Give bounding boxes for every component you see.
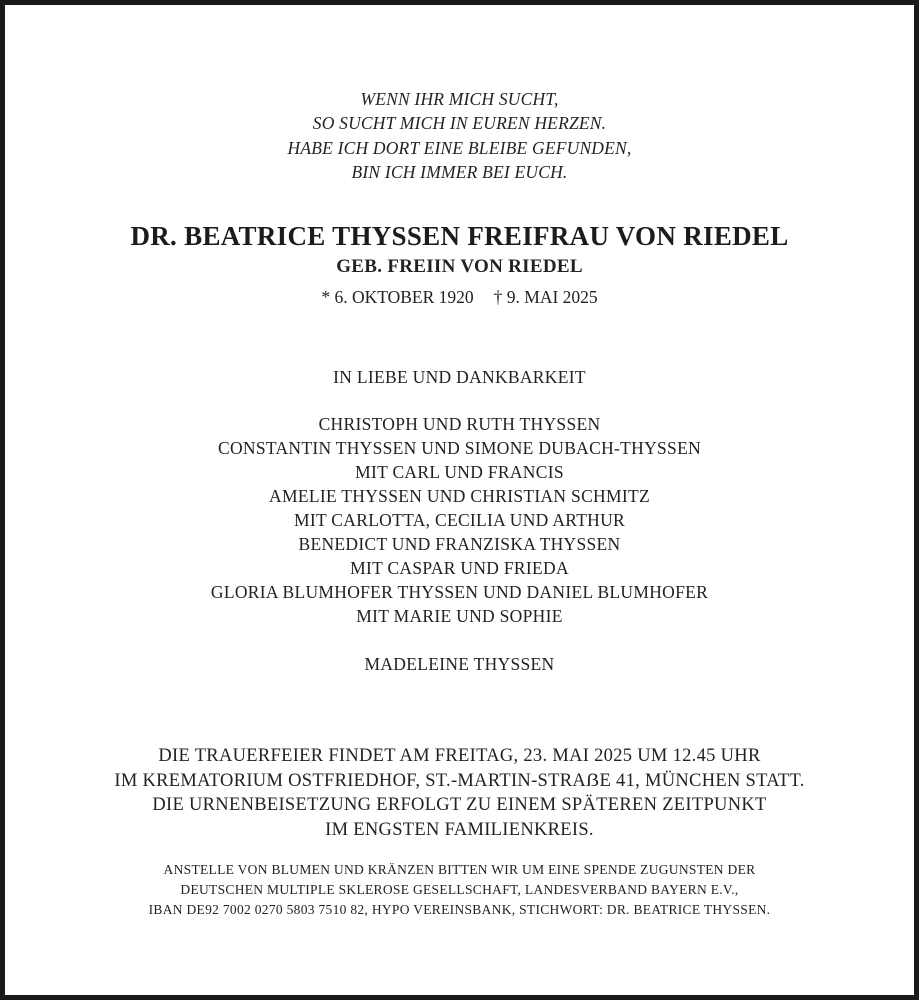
funeral-line: IM KREMATORIUM OSTFRIEDHOF, ST.-MARTIN-STRAẞE 41, MÜNCHEN STATT.: [114, 771, 805, 791]
life-dates: [5, 287, 914, 308]
family-line: AMELIE THYSSEN UND CHRISTIAN SCHMITZ: [269, 486, 650, 506]
funeral-line: DIE TRAUERFEIER FINDET AM FREITAG, 23. MAI 2025 UM 12.45 UHR: [158, 746, 761, 766]
birth-name: GEB. FREIIN VON RIEDEL: [336, 256, 583, 277]
family-line: CHRISTOPH UND RUTH THYSSEN: [318, 414, 601, 434]
donation-line: IBAN DE92 7002 0270 5803 7510 82, HYPO VEREINSBANK, STICHWORT: DR. BEATRICE THYSSEN.: [148, 902, 771, 917]
poem-line: WENN IHR MICH SUCHT,: [360, 89, 559, 109]
death-date: † 9. MAI 2025: [493, 287, 598, 307]
deceased-name: DR. BEATRICE THYSSEN FREIFRAU VON RIEDEL: [130, 221, 789, 251]
family-line: MIT CARL UND FRANCIS: [355, 462, 564, 482]
family-line: MIT CARLOTTA, CECILIA UND ARTHUR: [293, 510, 626, 530]
additional-mourner: MADELEINE THYSSEN: [364, 654, 555, 674]
family-line: GLORIA BLUMHOFER THYSSEN UND DANIEL BLUMHOFER: [210, 582, 709, 602]
family-line: BENEDICT UND FRANZISKA THYSSEN: [298, 534, 621, 554]
family-line: CONSTANTIN THYSSEN UND SIMONE DUBACH-THYSSEN: [217, 438, 702, 458]
poem-line: BIN ICH IMMER BEI EUCH.: [351, 162, 568, 182]
poem-line: HABE ICH DORT EINE BLEIBE GEFUNDEN,: [287, 138, 632, 158]
family-line: MIT MARIE UND SOPHIE: [356, 606, 563, 626]
poem-line: SO SUCHT MICH IN EUREN HERZEN.: [312, 113, 607, 133]
family-line: MIT CASPAR UND FRIEDA: [350, 558, 569, 578]
funeral-line: IM ENGSTEN FAMILIENKREIS.: [325, 820, 594, 840]
funeral-line: DIE URNENBEISETZUNG ERFOLGT ZU EINEM SPÄTEREN ZEITPUNKT: [152, 795, 767, 815]
mourners-intro: IN LIEBE UND DANKBARKEIT: [333, 367, 586, 387]
donation-line: ANSTELLE VON BLUMEN UND KRÄNZEN BITTEN WIR UM EINE SPENDE ZUGUNSTEN DER: [163, 862, 756, 877]
donation-line: DEUTSCHEN MULTIPLE SKLEROSE GESELLSCHAFT, LANDESVERBAND BAYERN E.V.,: [180, 882, 739, 897]
birth-date: * 6. OKTOBER 1920: [321, 287, 474, 307]
